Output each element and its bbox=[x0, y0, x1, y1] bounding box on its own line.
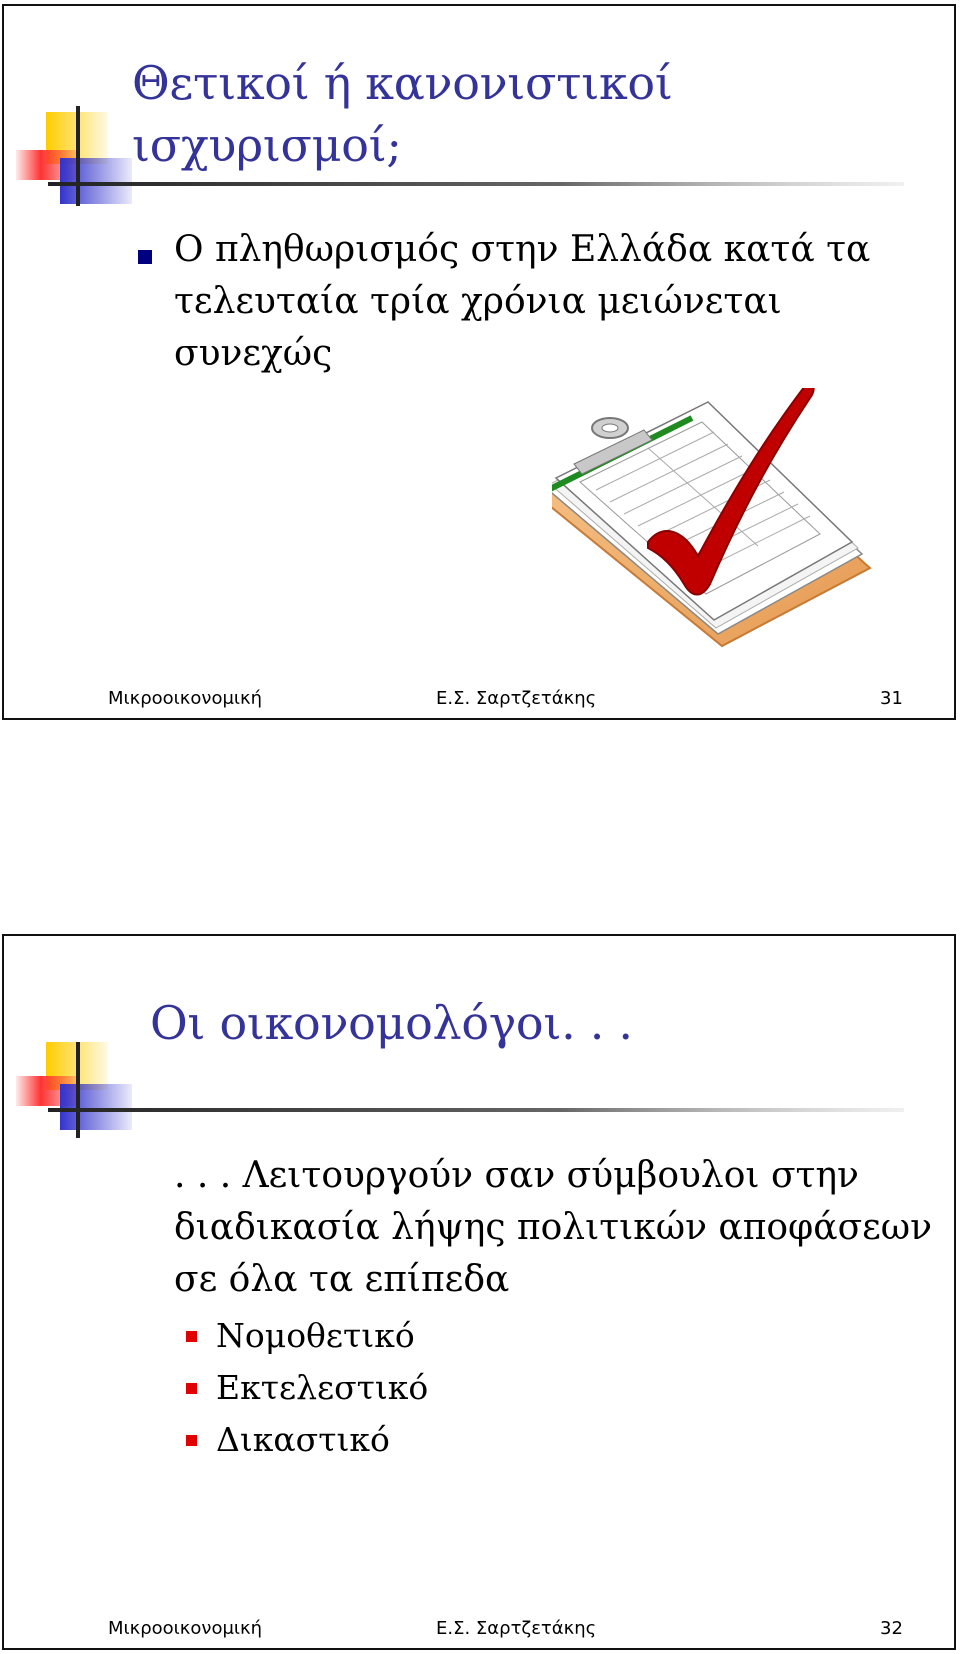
list-item bbox=[184, 1362, 428, 1414]
footer-author: Ε.Σ. Σαρτζετάκης bbox=[436, 688, 597, 709]
footer-course: Μικροοικονομική bbox=[108, 688, 263, 709]
slide-32 bbox=[2, 934, 956, 1650]
bullet-square-icon bbox=[138, 250, 152, 264]
bullet-text: Ο πληθωρισμός στην Ελλάδα κατά τα τελευταία τρία χρόνια μειώνεται συνεχώς bbox=[174, 229, 871, 374]
slide-title: Θετικοί ή κανονιστικοί ισχυρισμοί; bbox=[132, 56, 673, 172]
footer-author: Ε.Σ. Σαρτζετάκης bbox=[436, 1618, 597, 1639]
slide-title: Οι οικονομολόγοι. . . bbox=[150, 996, 633, 1050]
list-item-label: Νομοθετικό bbox=[216, 1316, 415, 1355]
slide-31 bbox=[2, 4, 956, 720]
list-item bbox=[184, 1414, 428, 1466]
list-item-label: Δικαστικό bbox=[216, 1420, 390, 1459]
bullet-square-icon bbox=[186, 1331, 197, 1342]
footer-course: Μικροοικονομική bbox=[108, 1618, 263, 1639]
list-item-label: Εκτελεστικό bbox=[216, 1368, 429, 1407]
list-item bbox=[184, 1310, 428, 1362]
footer-page-number: 32 bbox=[880, 1618, 903, 1639]
footer-page-number: 31 bbox=[880, 688, 903, 709]
clipboard-checkmark-icon bbox=[552, 388, 912, 678]
body-text: . . . Λειτουργούν σαν σύμβουλοι στην διαδικασία λήψης πολιτικών αποφάσεων σε όλα τα επίπεδα bbox=[174, 1155, 933, 1300]
bullet-square-icon bbox=[186, 1383, 197, 1394]
title-decoration-icon bbox=[4, 1042, 904, 1162]
sub-bullet-list bbox=[184, 1310, 428, 1466]
bullet-square-icon bbox=[186, 1435, 197, 1446]
